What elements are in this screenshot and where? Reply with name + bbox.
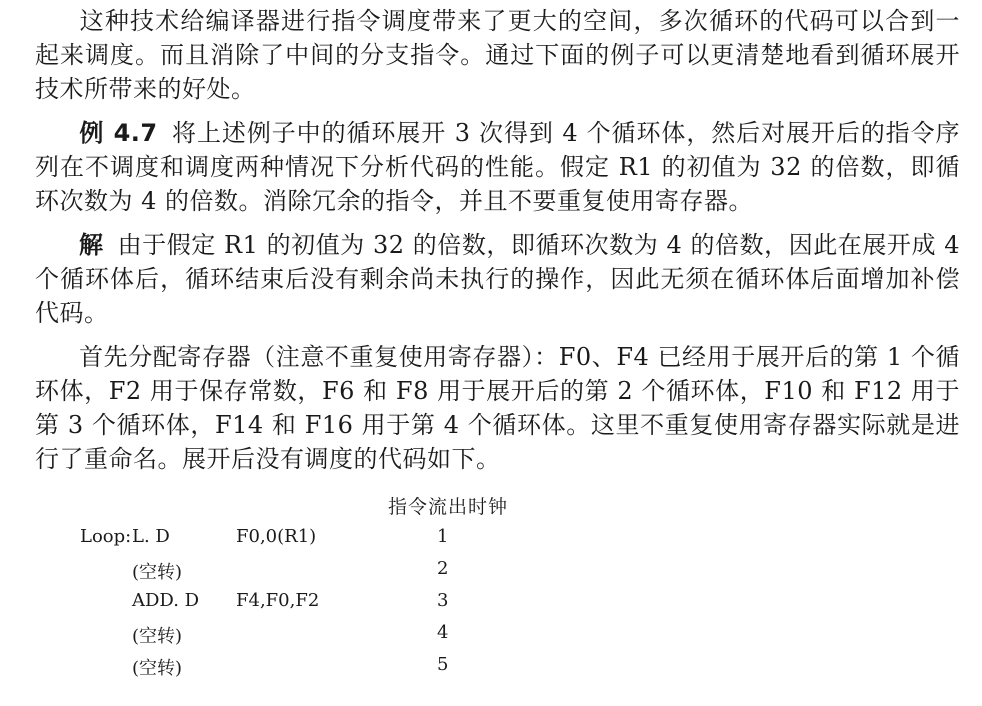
paragraph-solution xyxy=(35,228,960,330)
code-clock: 4 xyxy=(437,622,449,643)
code-clock: 2 xyxy=(437,558,449,579)
code-operands: F4,F0,F2 xyxy=(236,590,320,611)
code-clock: 5 xyxy=(437,654,449,675)
code-row xyxy=(80,558,480,590)
code-clock: 3 xyxy=(437,590,449,611)
code-operands: F0,0(R1) xyxy=(236,526,317,547)
code-row xyxy=(80,654,480,686)
code-row xyxy=(80,622,480,654)
code-clock: 1 xyxy=(437,526,449,547)
paragraph-register-allocation xyxy=(35,340,960,476)
code-listing xyxy=(80,526,480,686)
paragraph-intro xyxy=(35,4,960,106)
solution-label: 解 xyxy=(79,231,104,259)
code-instruction: L. D xyxy=(132,526,170,547)
paragraph-intro-text: 这种技术给编译器进行指令调度带来了更大的空间，多次循环的代码可以合到一起来调度。而且消除了中间的分支指令。通过下面的例子可以更清楚地看到循环展开技术所带来的好处。 xyxy=(35,7,960,103)
register-allocation-text: 首先分配寄存器（注意不重复使用寄存器）：F0、F4 已经用于展开后的第 1 个循环体，F2 用于保存常数，F6 和 F8 用于展开后的第 2 个循环体，F10 和 F12 用于第 3 个循环体，F14 和 F16 用于第 4 个循环体。这里不重复使用寄存器实际就是进行了重命名。展开后没有调度的代码如下。 xyxy=(35,343,960,473)
paragraph-example xyxy=(35,116,960,218)
code-instruction: (空转) xyxy=(132,626,183,647)
example-text: 将上述例子中的循环展开 3 次得到 4 个循环体，然后对展开后的指令序列在不调度和调度两种情况下分析代码的性能。假定 R1 的初值为 32 的倍数，即循环次数为 4 的倍数。消除冗余的指令，并且不要重复使用寄存器。 xyxy=(35,119,961,215)
code-instruction: ADD. D xyxy=(132,590,200,611)
code-instruction: (空转) xyxy=(132,658,183,679)
example-label: 例 4.7 xyxy=(79,119,158,147)
code-row xyxy=(80,590,480,622)
code-clock-header: 指令流出时钟 xyxy=(388,496,509,518)
code-instruction: (空转) xyxy=(132,562,183,583)
code-row xyxy=(80,526,480,558)
solution-text: 由于假定 R1 的初值为 32 的倍数，即循环次数为 4 的倍数，因此在展开成 4 个循环体后，循环结束后没有剩余尚未执行的操作，因此无须在循环体后面增加补偿代码。 xyxy=(35,231,960,327)
code-label: Loop: xyxy=(80,526,132,547)
